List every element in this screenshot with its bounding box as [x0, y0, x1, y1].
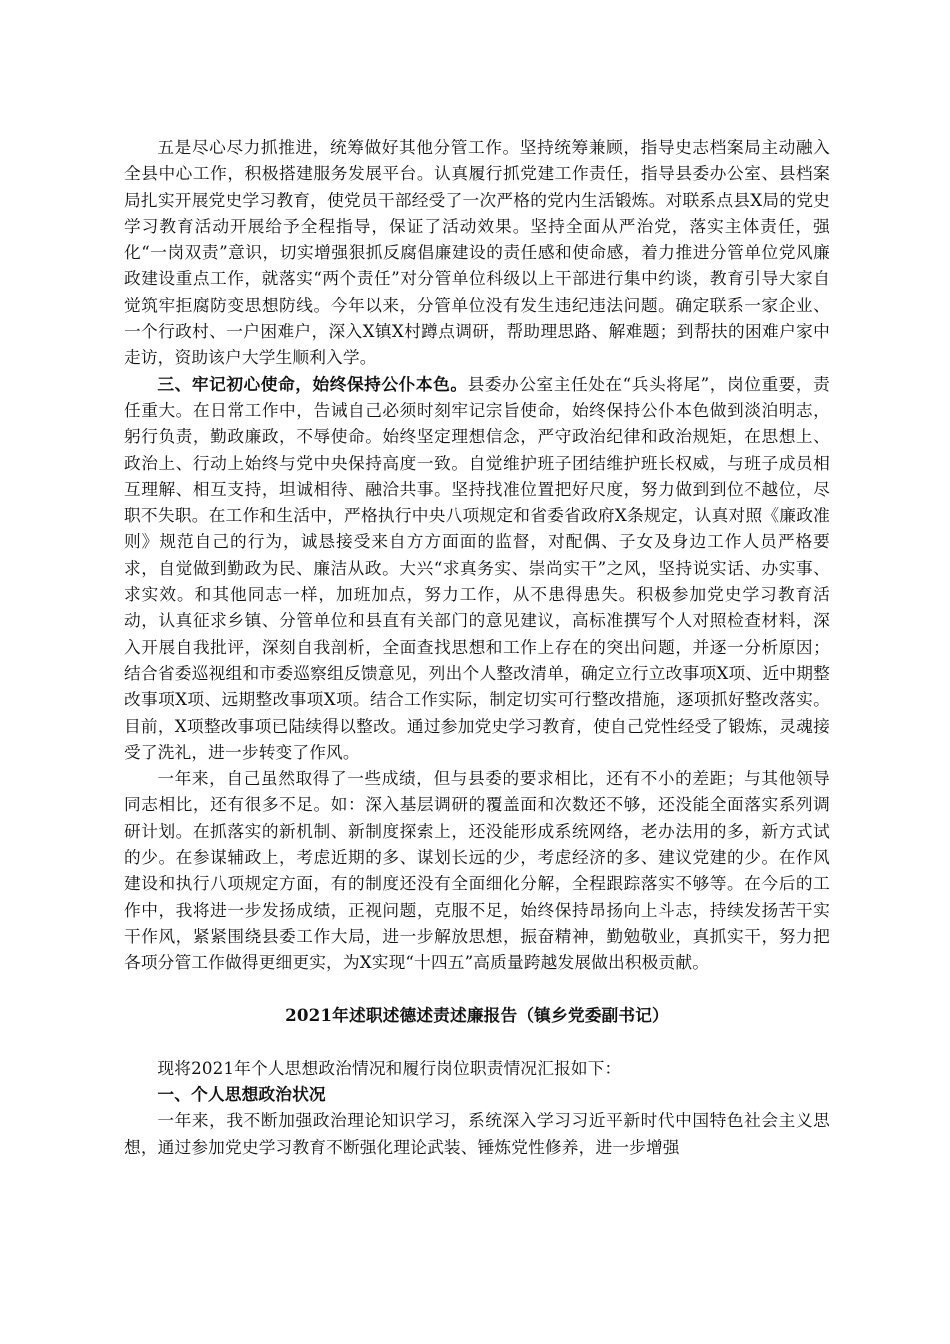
paragraph-summary: 一年来，自己虽然取得了一些成绩，但与县委的要求相比，还有不小的差距；与其他领导同志相比，还有很多不足。如：深入基层调研的覆盖面和次数还不够，还没能全面落实系列调研计划。在抓落实的新机制、新制度探索上，还没能形成系统网络，老办法用的多，新方式试的少。在参谋辅政上，考虑近期的多、谋划长远的少，考虑经济的多、建议党建的少。在作风建设和执行八项规定方面，有的制度还没有全面细化分解，全程跟踪落实不够等。在今后的工作中，我将进一步发扬成绩，正视问题，克服不足，始终保持昂扬向上斗志，持续发扬苦干实干作风，紧紧围绕县委工作大局，进一步解放思想，振奋精神，勤勉敬业，真抓实干，努力把各项分管工作做得更细更实，为X实现“十四五”高质量跨越发展做出积极贡献。 [124, 768, 830, 973]
heading-personal-politics: 一、个人思想政治状况 [157, 1084, 326, 1105]
report-title: 2021年述职述德述责述廉报告（镇乡党委副书记） [285, 1004, 669, 1025]
paragraph-section-three [124, 371, 830, 765]
intro-paragraph: 现将2021年个人思想政治情况和履行岗位职责情况汇报如下： [157, 1057, 622, 1078]
document-page [124, 134, 830, 1160]
section-three-body: 县委办公室主任处在“兵头将尾”，岗位重要，责任重大。在日常工作中，告诫自己必须时刻牢记宗旨使命，始终保持公仆本色做到淡泊明志，躬行负责，勤政廉政，不辱使命。始终坚定理想信念，严守政治纪律和政治规矩，在思想上、政治上、行动上始终与党中央保持高度一致。自觉维护班子团结维护班长权威，与班子成员相互理解、相互支持，坦诚相待、融洽共事。坚持找准位置把好尺度，努力做到到位不越位，尽职不失职。在工作和生活中，严格执行中央八项规定和省委省政府X条规定，认真对照《廉政准则》规范自己的行为，诚恳接受来自方方面面的监督，对配偶、子女及身边工作人员严格要求，自觉做到勤政为民、廉洁从政。大兴“求真务实、崇尚实干”之风，坚持说实话、办实事、求实效。和其他同志一样，加班加点，努力工作，从不患得患失。积极参加党史学习教育活动，认真征求乡镇、分管单位和县直有关部门的意见建议，高标准撰写个人对照检查材料，深入开展自我批评，深刻自我剖析，全面查找思想和工作上存在的突出问题，并逐一分析原因；结合省委巡视组和市委巡察组反馈意见，列出个人整改清单，确定立行立改事项X项、近中期整改事项X项、远期整改事项X项。结合工作实际，制定切实可行整改措施，逐项抓好整改落实。目前，X项整改事项已陆续得以整改。通过参加党史学习教育，使自己党性经受了锻炼，灵魂接受了洗礼，进一步转变了作风。 [124, 373, 830, 762]
section-three-lead: 三、牢记初心使命，始终保持公仆本色。 [157, 373, 468, 394]
paragraph-politics: 一年来，我不断加强政治理论知识学习，系统深入学习习近平新时代中国特色社会主义思想，通过参加党史学习教育不断强化理论武装、锤炼党性修养，进一步增强 [124, 1110, 830, 1157]
paragraph-fifth-point: 五是尽心尽力抓推进，统筹做好其他分管工作。坚持统筹兼顾，指导史志档案局主动融入全县中心工作，积极搭建服务发展平台。认真履行抓党建工作责任，指导县委办公室、县档案局扎实开展党史学习教育，使党员干部经受了一次严格的党内生活锻炼。对联系点县X局的党史学习教育活动开展给予全程指导，保证了活动效果。坚持全面从严治党，落实主体责任，强化“一岗双责”意识，切实增强狠抓反腐倡廉建设的责任感和使命感，着力推进分管单位党风廉政建设重点工作，就落实“两个责任”对分管单位科级以上干部进行集中约谈，教育引导大家自觉筑牢拒腐防变思想防线。今年以来，分管单位没有发生违纪违法问题。确定联系一家企业、一个行政村、一户困难户，深入X镇X村蹲点调研，帮助理思路、解难题；到帮扶的困难户家中走访，资助该户大学生顺利入学。 [124, 137, 830, 368]
